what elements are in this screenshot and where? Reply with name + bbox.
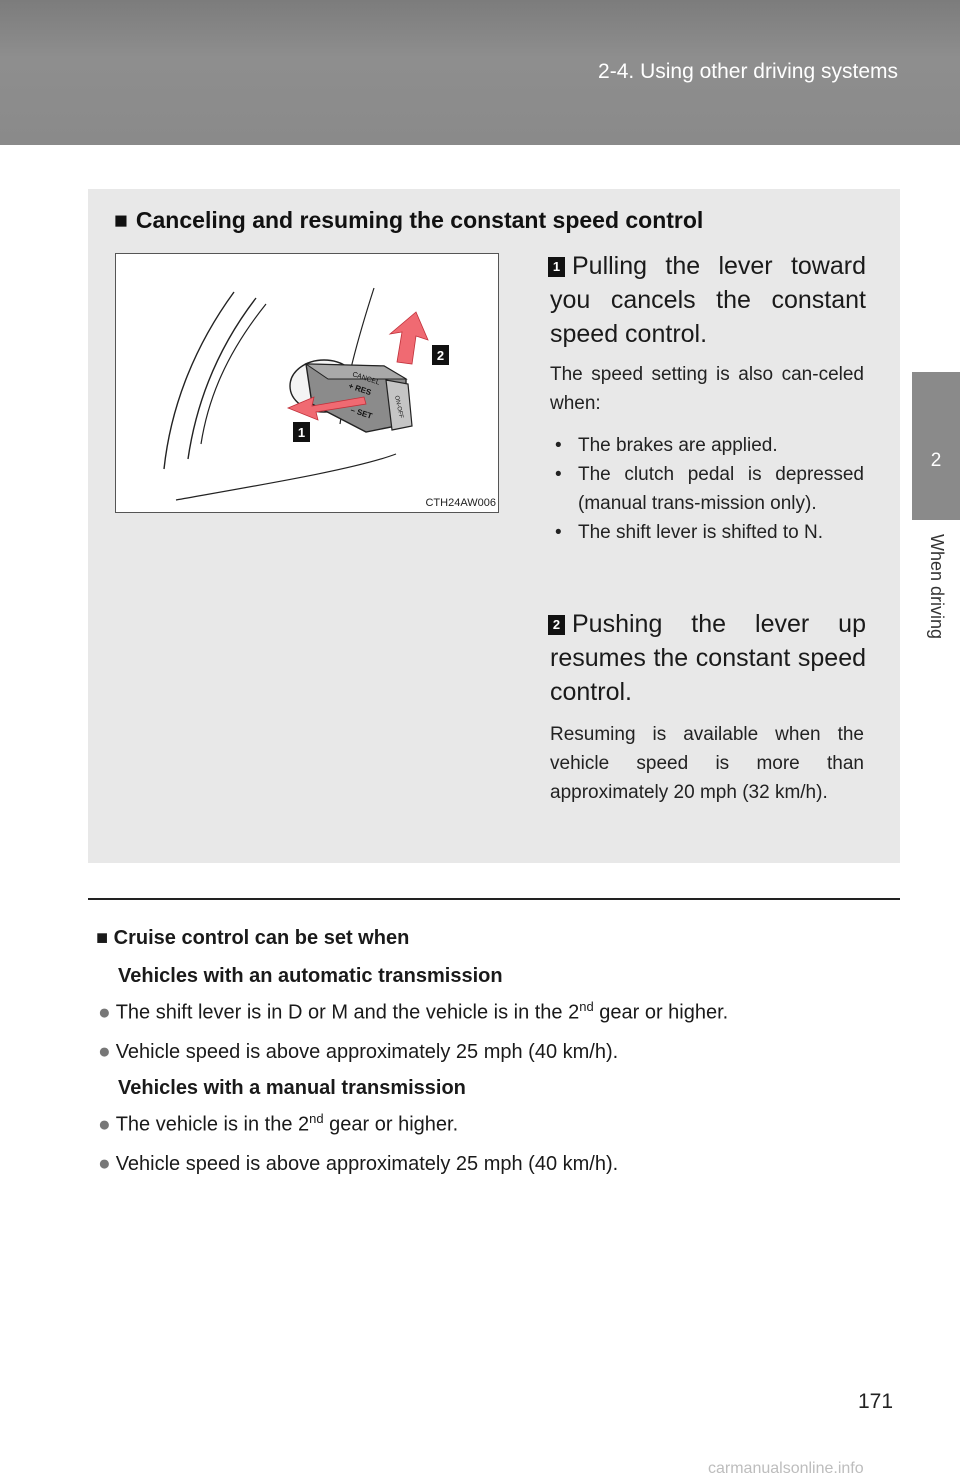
chapter-tab-label bbox=[912, 520, 960, 680]
lever-label-set: – SET bbox=[349, 405, 374, 421]
step-2-note: Resuming is available when the vehicle speed is more than approximately 20 mph (32 km/h). bbox=[550, 724, 864, 803]
push-up-arrow bbox=[390, 312, 428, 364]
step-1 bbox=[550, 249, 866, 351]
bullet-dot-icon: ● bbox=[98, 1152, 111, 1175]
step-1-note: The speed setting is also can-celed when: bbox=[550, 364, 864, 414]
lever-label-res: + RES bbox=[347, 381, 373, 398]
step-1-title: Pulling the lever toward you cancels the constant speed control. bbox=[550, 252, 866, 348]
auto-item-2 bbox=[98, 1040, 888, 1064]
page-header bbox=[0, 0, 960, 145]
step-1-bullets bbox=[550, 431, 864, 547]
bullet-dot-icon: ● bbox=[98, 1040, 111, 1063]
chapter-tab-number: 2 bbox=[912, 372, 960, 520]
step-2 bbox=[550, 607, 866, 709]
bullet-shift: • The shift lever is shifted to N. bbox=[550, 518, 864, 547]
info-heading bbox=[96, 927, 886, 950]
auto-item-1-sup: nd bbox=[579, 999, 594, 1014]
cancel-resume-panel bbox=[88, 189, 900, 863]
callout-2: 2 bbox=[436, 348, 445, 363]
chapter-tab-label-text: When driving bbox=[927, 534, 947, 640]
info-heading-square-icon: ■ bbox=[96, 927, 109, 949]
manual-item-1-text-end: gear or higher. bbox=[323, 1113, 459, 1136]
wheel-arc-2 bbox=[188, 298, 256, 459]
bullet-clutch: • The clutch pedal is depressed (manual trans-mission only). bbox=[550, 460, 864, 518]
auto-item-1-text-end: gear or higher. bbox=[593, 1001, 729, 1024]
bullet-brakes: • The brakes are applied. bbox=[550, 431, 864, 460]
step-2-title: Pushing the lever up resumes the constant speed control. bbox=[550, 610, 866, 706]
auto-item-1 bbox=[98, 999, 888, 1025]
manual-item-2 bbox=[98, 1152, 888, 1176]
heading-square-icon: ■ bbox=[114, 207, 128, 233]
lever-label-onoff: ON-OFF bbox=[393, 395, 404, 419]
section-divider bbox=[88, 898, 900, 900]
dash-line bbox=[176, 454, 396, 500]
panel-heading-text: Canceling and resuming the constant speed control bbox=[135, 207, 704, 233]
bullet-dot-icon: ● bbox=[98, 1112, 111, 1136]
page-number: 171 bbox=[858, 1390, 894, 1413]
watermark: carmanualsonline.info bbox=[708, 1460, 864, 1477]
auto-item-2-text: Vehicle speed is above approximately 25 mph (40 km/h). bbox=[115, 1041, 619, 1063]
info-heading-text: Cruise control can be set when bbox=[113, 927, 410, 949]
cruise-lever-drawing bbox=[116, 254, 498, 512]
auto-trans-heading: Vehicles with an automatic transmission bbox=[118, 965, 503, 987]
manual-trans-heading: Vehicles with a manual transmission bbox=[118, 1077, 466, 1099]
auto-item-1-text: The shift lever is in D or M and the vehicle is in the 2 bbox=[115, 1001, 580, 1024]
lever-label-cancel: CANCEL bbox=[351, 371, 381, 387]
step-1-badge: 1 bbox=[548, 257, 565, 277]
manual-item-1-sup: nd bbox=[309, 1111, 324, 1126]
manual-item-2-text: Vehicle speed is above approximately 25 mph (40 km/h). bbox=[115, 1153, 619, 1175]
manual-item-1 bbox=[98, 1111, 888, 1137]
figure-code: CTH24AW006 bbox=[425, 497, 496, 509]
callout-1: 1 bbox=[297, 425, 306, 440]
bullet-dot-icon: ● bbox=[98, 1000, 111, 1024]
section-title: 2-4. Using other driving systems bbox=[598, 60, 898, 83]
panel-heading bbox=[114, 207, 703, 234]
step-2-badge: 2 bbox=[548, 615, 565, 635]
wheel-arc-1 bbox=[164, 292, 234, 469]
manual-item-1-text: The vehicle is in the 2 bbox=[115, 1113, 310, 1136]
lever-illustration bbox=[115, 253, 499, 513]
